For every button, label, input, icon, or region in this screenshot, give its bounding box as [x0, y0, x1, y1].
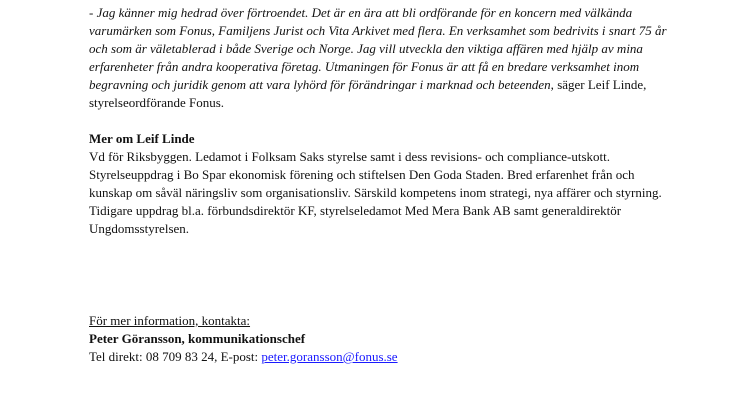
contact-name: Peter Göransson, kommunikationschef [89, 331, 306, 346]
document-body [89, 4, 669, 238]
contact-line [89, 348, 669, 366]
contact-phone: Tel direkt: 08 709 83 24, E-post: [89, 349, 262, 364]
bio-text: Vd för Riksbyggen. Ledamot i Folksam Saks styrelse samt i dess revisions- och compliance-utskott. Styrelseuppdrag i Bo Spar ekonomisk förening och stiftelsen Den Goda Staden. Bred erfarenhet från och kunskap om såväl näringsliv som organisationsliv. Särskild kompetens inom strategi, nya affärer och styrning. Tidigare uppdrag bl.a. förbundsdirektör KF, styrelseledamot Med Mera Bank AB samt generaldirektör Ungdomsstyrelsen. [89, 149, 662, 236]
quote-attribution: säger Leif Linde, styrelseordförande Fonus. [89, 77, 647, 110]
quote-text: - Jag känner mig hedrad över förtroendet. Det är en ära att bli ordförande för en koncern med välkända varumärken som Fonus, Familjens Jurist och Vita Arkivet med flera. En verksamhet som bedrivits i snart 75 år och som är väletablerad i både Sverige och Norge. Jag vill utveckla den viktiga affären med hjälp av mina erfarenheter från andra kooperativa företag. Utmaningen för Fonus är att få en bredare verksamhet inom begravning och juridik genom att vara lyhörd för förändringar i marknad och beteenden, [89, 5, 667, 92]
contact-heading: För mer information, kontakta: [89, 313, 251, 328]
contact-block [89, 312, 669, 366]
bio-title: Mer om Leif Linde [89, 131, 195, 146]
quote-paragraph [89, 4, 669, 112]
email-link[interactable]: peter.goransson@fonus.se [261, 349, 398, 364]
